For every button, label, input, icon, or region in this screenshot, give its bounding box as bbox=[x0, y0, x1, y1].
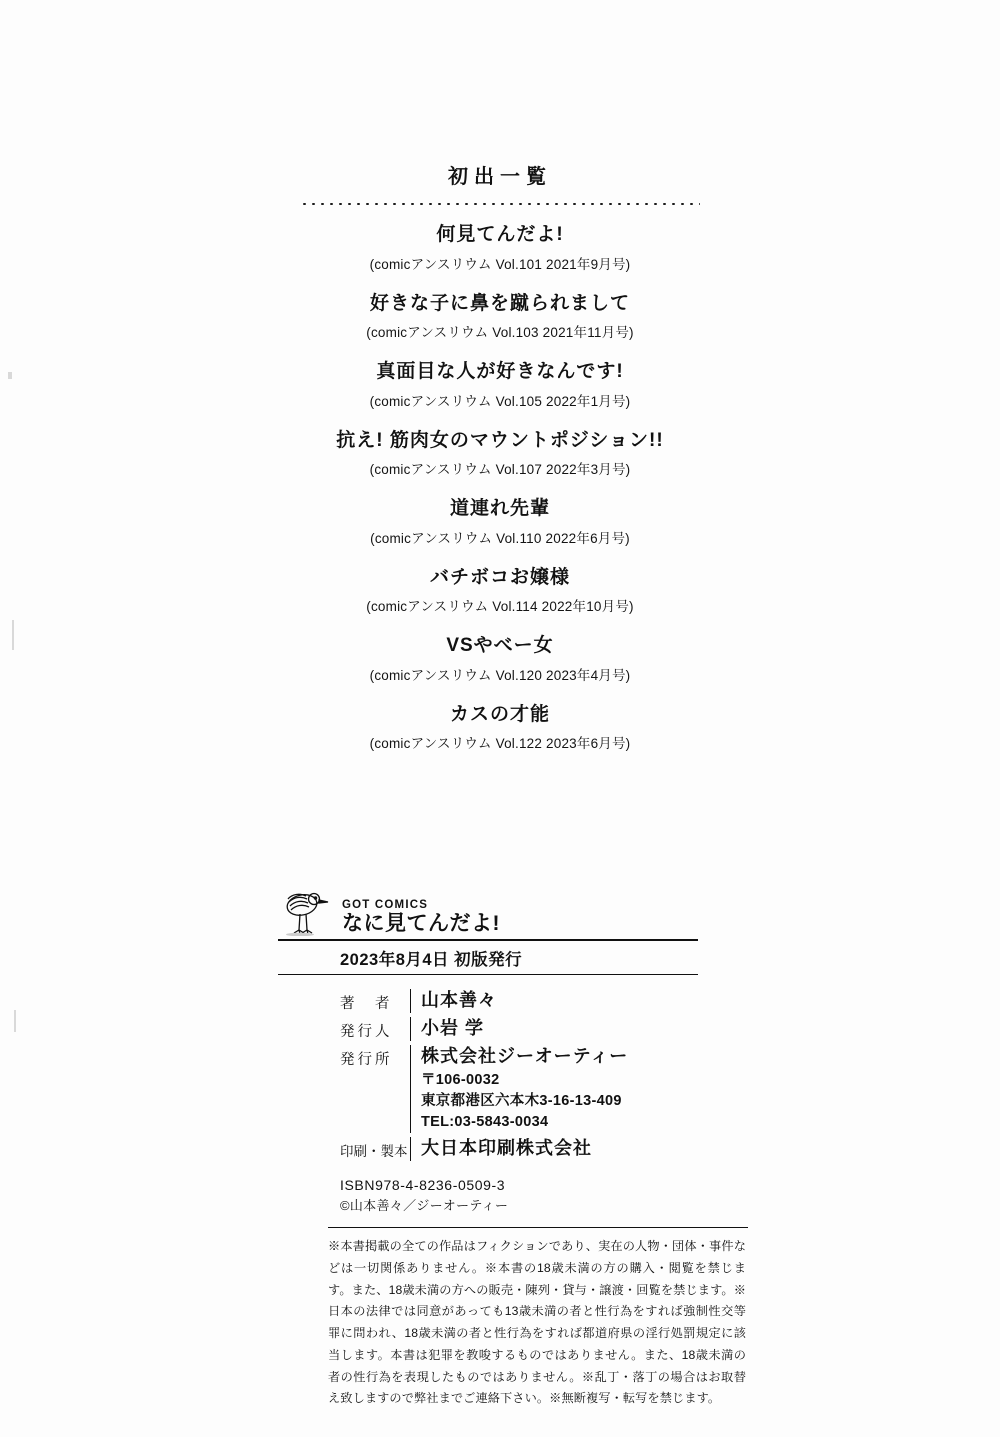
vertical-divider bbox=[410, 989, 411, 1013]
credit-entry bbox=[0, 564, 1000, 616]
colophon-section bbox=[278, 890, 746, 1410]
legal-notice: ※本書掲載の全ての作品はフィクションであり、実在の人物・団体・事件などは一切関係ありません。※本書の18歳未満の方の購入・閲覧を禁じます。また、18歳未満の方への販売・陳列・貸与・譲渡・回覧を禁じます。※日本の法律では同意があっても13歳未満の者と性行為をすれば強制性交等罪に問われ、18歳未満の者と性行為をすれば都道府県の淫行処罰規定に該当します。本書は犯罪を教唆するものではありません。また、18歳未満の者の性行為を表現したものではありません。※乱丁・落丁の場合はお取替え致しますので弊社までご連絡下さい。※無断複写・転写を禁じます。 bbox=[328, 1239, 746, 1406]
isbn-block bbox=[340, 1175, 698, 1216]
staff-block bbox=[340, 989, 698, 1161]
legal-divider bbox=[328, 1227, 748, 1228]
credit-entry bbox=[0, 221, 1000, 273]
book-title: なに見てんだよ! bbox=[342, 912, 500, 935]
story-title: 道連れ先輩 bbox=[449, 498, 550, 519]
story-source: (comicアンスリウム Vol.120 2023年4月号) bbox=[369, 667, 631, 683]
dotted-divider bbox=[300, 199, 700, 205]
staff-row-publisher bbox=[340, 1045, 698, 1133]
story-title: 好きな子に鼻を蹴られまして bbox=[369, 292, 630, 314]
staff-label: 発行所 bbox=[340, 1052, 393, 1068]
vertical-divider bbox=[410, 1045, 411, 1133]
imprint-label: GOT COMICS bbox=[342, 899, 429, 911]
staff-row-publisher-person bbox=[340, 1017, 698, 1041]
imprint-row bbox=[278, 890, 698, 936]
publisher-address bbox=[421, 1070, 628, 1133]
staff-value: 山本善々 bbox=[421, 990, 497, 1010]
story-source: (comicアンスリウム Vol.107 2022年3月号) bbox=[369, 462, 631, 477]
isbn-number: ISBN978-4-8236-0509-3 bbox=[340, 1176, 506, 1193]
copyright-notice: ©山本善々／ジーオーティー bbox=[340, 1197, 509, 1213]
story-source: (comicアンスリウム Vol.105 2022年1月号) bbox=[369, 393, 631, 409]
staff-label: 印刷・製本 bbox=[340, 1144, 408, 1160]
staff-row-author bbox=[340, 989, 698, 1013]
story-source: (comicアンスリウム Vol.110 2022年6月号) bbox=[370, 530, 630, 546]
staff-value: 小岩 学 bbox=[421, 1018, 485, 1038]
rule-thin bbox=[278, 974, 698, 975]
credit-entry bbox=[0, 427, 1000, 479]
credit-entry bbox=[0, 701, 1000, 753]
story-title: 何見てんだよ! bbox=[436, 224, 564, 245]
story-source: (comicアンスリウム Vol.122 2023年6月号) bbox=[369, 736, 631, 751]
story-source: (comicアンスリウム Vol.114 2022年10月号) bbox=[366, 599, 634, 614]
address-telephone: TEL:03-5843-0034 bbox=[421, 1114, 549, 1131]
imprint-text bbox=[342, 899, 500, 936]
first-appearance-section bbox=[0, 160, 1000, 769]
vertical-divider bbox=[410, 1137, 411, 1160]
staff-label: 著 者 bbox=[340, 996, 393, 1012]
scan-artifact bbox=[14, 1010, 16, 1032]
section-heading: 初出一覧 bbox=[448, 166, 552, 188]
story-title: VSやべー女 bbox=[446, 635, 554, 656]
bird-logo-icon bbox=[278, 890, 332, 936]
publication-date: 2023年8月4日 初版発行 bbox=[340, 951, 523, 969]
story-title: 真面目な人が好きなんです! bbox=[376, 361, 624, 382]
staff-label: 発行人 bbox=[340, 1024, 393, 1040]
staff-value: 株式会社ジーオーティー bbox=[421, 1046, 629, 1066]
publisher-details bbox=[421, 1045, 628, 1133]
vertical-divider bbox=[410, 1017, 411, 1041]
credit-entry bbox=[0, 632, 1000, 684]
staff-value: 大日本印刷株式会社 bbox=[421, 1138, 592, 1159]
story-title: 抗え! 筋肉女のマウントポジション!! bbox=[336, 429, 664, 451]
address-postal-code: 〒106-0032 bbox=[421, 1072, 500, 1089]
story-source: (comicアンスリウム Vol.101 2021年9月号) bbox=[369, 256, 631, 272]
staff-row-printer bbox=[340, 1137, 698, 1160]
credit-entry bbox=[0, 358, 1000, 410]
credit-entry bbox=[0, 290, 1000, 342]
story-source: (comicアンスリウム Vol.103 2021年11月号) bbox=[366, 325, 634, 340]
address-street: 東京都港区六本木3-16-13-409 bbox=[421, 1093, 622, 1110]
story-title: バチボコお嬢様 bbox=[429, 566, 570, 588]
story-title: カスの才能 bbox=[449, 703, 550, 725]
credit-entry bbox=[0, 495, 1000, 547]
